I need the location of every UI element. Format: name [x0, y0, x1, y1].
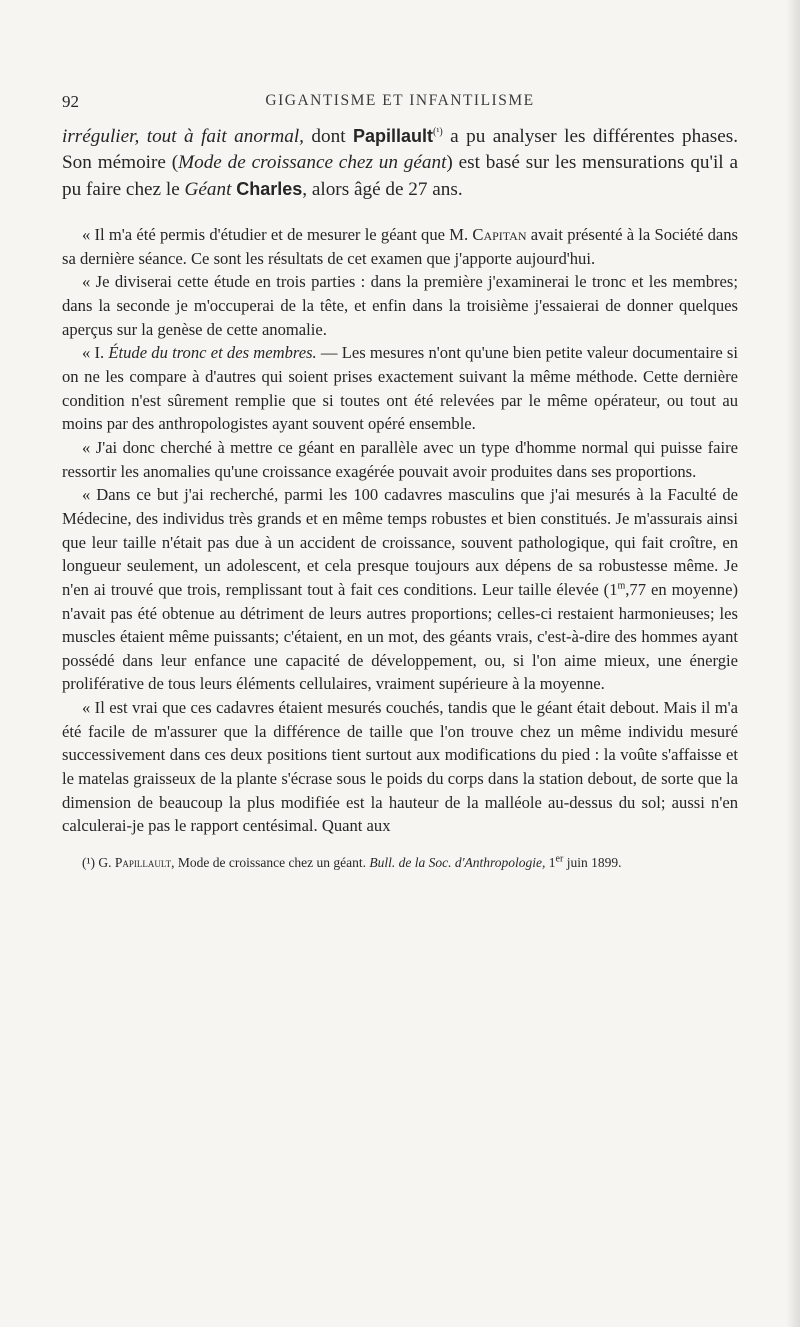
quote-paragraph-1: « Il m'a été permis d'étudier et de mesurer le géant que M. Capitan avait présenté à la Société dans sa dernière séance. Ce sont les résultats de cet examen que j'apporte aujourd'hui.	[62, 225, 738, 268]
section-title: Étude du tronc et des membres.	[108, 343, 317, 363]
capitan-name: Capitan	[472, 225, 527, 244]
footnote-reference[interactable]: (¹)	[433, 126, 443, 138]
quote-paragraph-5: « Dans ce but j'ai recherché, parmi les 100 cadavres masculins que j'ai mesurés à la Faculté de Médecine, des individus très grands et en même temps robustes et bien constitués. Je m'assurais ainsi que leur taille n'était pas due à un accident de croissance, souvent pathologique, qui fait croître, en longueur seulement, un adolescent, et cela presque toujours aux dépens de sa robustesse même. Je n'en ai trouvé que trois, remplissant tout à fait ces conditions. Leur taille élevée (1$^m$,77 en moyenne) n'avait pas été obtenue au détriment de leurs autres proportions; celles-ci restaient harmonieuses; les muscles étaient même puissants; c'étaient, en un mot, des géants vrais, c'est-à-dire des hommes ayant possédé dans leur enfance une capacité de développement, ou, si l'on aime mieux, une énergie proliférative de tous leurs éléments cellulaires, vraiment supérieure à la moyenne.	[62, 485, 738, 694]
page-edge-shadow	[786, 0, 800, 1327]
author-name: Papillault	[353, 126, 434, 146]
running-head	[62, 92, 738, 118]
quoted-text	[62, 223, 738, 838]
footnote-author: Papillault	[114, 855, 172, 871]
journal-title: Bull. de la Soc. d'Anthropologie,	[369, 855, 546, 871]
quote-paragraph-4: « J'ai donc cherché à mettre ce géant en parallèle avec un type d'homme normal qui puisse faire ressortir les anomalies qu'une croissance exagérée pouvait avoir produites dans ses proportions.	[62, 437, 738, 481]
quote-paragraph-2: « Je diviserai cette étude en trois parties : dans la première j'examinerai le tronc et les membres; dans la seconde je m'occuperai de la tête, et enfin dans la troisième j'essaierai de donner quelques aperçus sur la genèse de cette anomalie.	[62, 272, 738, 339]
quote-paragraph-3: « I. Étude du tronc et des membres. — Les mesures n'ont qu'une bien petite valeur documentaire si on ne les compare à d'autres qui soient prises exactement suivant la même méthode. Cette dernière condition n'est sûrement remplie que si toutes ont été relevées par le même opérateur, ou tout au moins par des anthropologistes ayant souvent opéré ensemble.	[62, 343, 738, 434]
footnote: (¹) G. Papillault, Mode de croissance chez un géant. Bull. de la Soc. d'Anthropologie, 1er juin 1899.	[82, 853, 622, 871]
footnote-marker: (¹)	[82, 855, 96, 871]
page-number: 92	[62, 92, 79, 111]
intro-paragraph: irrégulier, tout à fait anormal, dont Papillault$^{(^1)}$ a pu analyser les différentes phases. Son mémoire (Mode de croissance chez un géant) est basé sur les mensurations qu'il a pu faire chez le Géant Charles, alors âgé de 27 ans.	[62, 126, 738, 200]
page-content	[62, 123, 738, 872]
intro-italic: irrégulier, tout à fait anormal,	[62, 126, 304, 147]
memoire-title: Mode de croissance chez un géant	[178, 152, 447, 173]
quote-paragraph-6: « Il est vrai que ces cadavres étaient mesurés couchés, tandis que le géant était debout. Mais il m'a été facile de m'assurer que la différence de taille que l'on trouve chez un même individu mesuré successivement dans ces deux positions tient surtout aux modifications du pied : la voûte s'affaisse et le matelas graisseux de la plante s'écrase sous le poids du corps dans la station debout, de sorte que la dimension de beaucoup la plus modifiée est la hauteur de la malléole au-dessus du sol; aussi n'en calculerai-je pas le rapport centésimal. Quant aux	[62, 698, 738, 836]
giant-name: Charles	[236, 179, 303, 199]
running-title: GIGANTISME ET INFANTILISME	[265, 92, 535, 109]
